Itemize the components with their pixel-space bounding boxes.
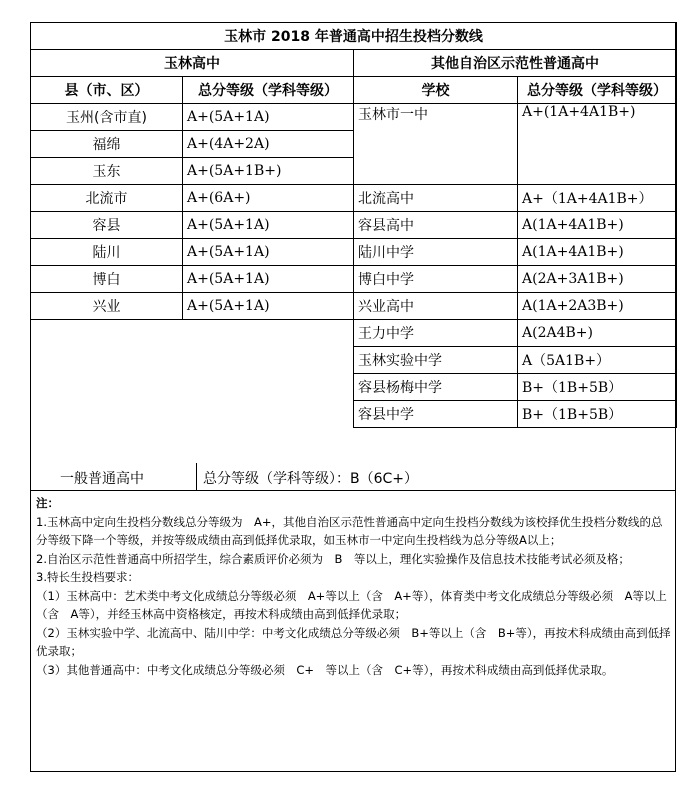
notes-heading: 注： (36, 496, 59, 510)
school-cell: 玉林市一中 (354, 104, 518, 185)
school-cell: 容县中学 (354, 401, 518, 428)
county-cell: 北流市 (31, 185, 183, 212)
school-cell: 容县高中 (354, 212, 518, 239)
county-cell: 容县 (31, 212, 183, 239)
grade-cell: A(2A+3A1B+) (518, 266, 677, 293)
grade-cell: A+(5A+1A) (183, 212, 354, 239)
school-cell: 兴业高中 (354, 293, 518, 320)
notes-section (36, 494, 672, 679)
table-row (31, 266, 677, 293)
county-cell: 玉州(含市直) (31, 104, 183, 131)
county-cell: 兴业 (31, 293, 183, 320)
table-row (31, 293, 677, 320)
grade-cell: A+(4A+2A) (183, 131, 354, 158)
grade-cell: A(2A4B+) (518, 320, 677, 347)
col-header-school: 学校 (354, 77, 518, 104)
note-item: 2.自治区示范性普通高中所招学生，综合素质评价必须为 B 等以上，理化实验操作及信息技术技能考试必须及格； (36, 551, 630, 566)
section-heading-other: 其他自治区示范性普通高中 (354, 50, 677, 77)
county-cell: 博白 (31, 266, 183, 293)
section-heading-yulin: 玉林高中 (31, 50, 354, 77)
score-table (30, 22, 677, 428)
table-row (31, 185, 677, 212)
general-school-label: 一般普通高中 (60, 471, 144, 487)
col-header-county: 县（市、区） (31, 77, 183, 104)
general-school-row (30, 463, 676, 491)
empty-cell (31, 320, 354, 428)
county-cell: 玉东 (31, 158, 183, 185)
table-row (31, 104, 677, 131)
note-item: （3）其他普通高中：中考文化成绩总分等级必须 C+ 等以上（含 C+等），再按术科成绩由高到低择优录取。 (36, 662, 614, 677)
school-cell: 容县杨梅中学 (354, 374, 518, 401)
county-cell: 陆川 (31, 239, 183, 266)
grade-cell: A+(1A+4A1B+) (518, 104, 677, 185)
page-title: 玉林市 2018 年普通高中招生投档分数线 (31, 23, 677, 50)
grade-cell: A（5A1B+） (518, 347, 677, 374)
table-row (31, 212, 677, 239)
note-item: （1）玉林高中：艺术类中考文化成绩总分等级必须 A+等以上（含 A+等），体育类中考文化成绩总分等级必须 A等以上（含 A等），并经玉林高中资格核定，再按术科成绩由高到低择优录取； (36, 588, 667, 621)
grade-cell: A(1A+2A3B+) (518, 293, 677, 320)
note-item: （2）玉林实验中学、北流高中、陆川中学：中考文化成绩总分等级必须 B+等以上（含 B+等），再按术科成绩由高到低择优录取； (36, 625, 671, 658)
grade-cell: B+（1B+5B） (518, 401, 677, 428)
grade-cell: A(1A+4A1B+) (518, 212, 677, 239)
table-row (31, 239, 677, 266)
grade-cell: A+(5A+1A) (183, 293, 354, 320)
school-cell: 玉林实验中学 (354, 347, 518, 374)
school-cell: 陆川中学 (354, 239, 518, 266)
general-school-grade: 总分等级（学科等级）：B（6C+） (203, 471, 419, 487)
school-cell: 王力中学 (354, 320, 518, 347)
grade-cell: A+(5A+1A) (183, 239, 354, 266)
school-cell: 博白中学 (354, 266, 518, 293)
grade-cell: B+（1B+5B） (518, 374, 677, 401)
grade-cell: A(1A+4A1B+) (518, 239, 677, 266)
grade-cell: A+(5A+1A) (183, 104, 354, 131)
grade-cell: A+(5A+1B+) (183, 158, 354, 185)
note-item: 1.玉林高中定向生投档分数线总分等级为 A+，其他自治区示范性普通高中定向生投档分数线为该校择优生投档分数线的总分等级下降一个等级，并按等级成绩由高到低择优录取，如玉林市一中定向生投档线为总分等级A以上； (36, 514, 663, 547)
school-cell: 北流高中 (354, 185, 518, 212)
col-header-grade-left: 总分等级（学科等级） (183, 77, 354, 104)
county-cell: 福绵 (31, 131, 183, 158)
grade-cell: A+(5A+1A) (183, 266, 354, 293)
col-header-grade-right: 总分等级（学科等级） (518, 77, 677, 104)
note-item: 3.特长生投档要求： (36, 570, 139, 584)
grade-cell: A+（1A+4A1B+） (518, 185, 677, 212)
table-row (31, 320, 677, 347)
row-divider (196, 463, 197, 490)
grade-cell: A+(6A+) (183, 185, 354, 212)
